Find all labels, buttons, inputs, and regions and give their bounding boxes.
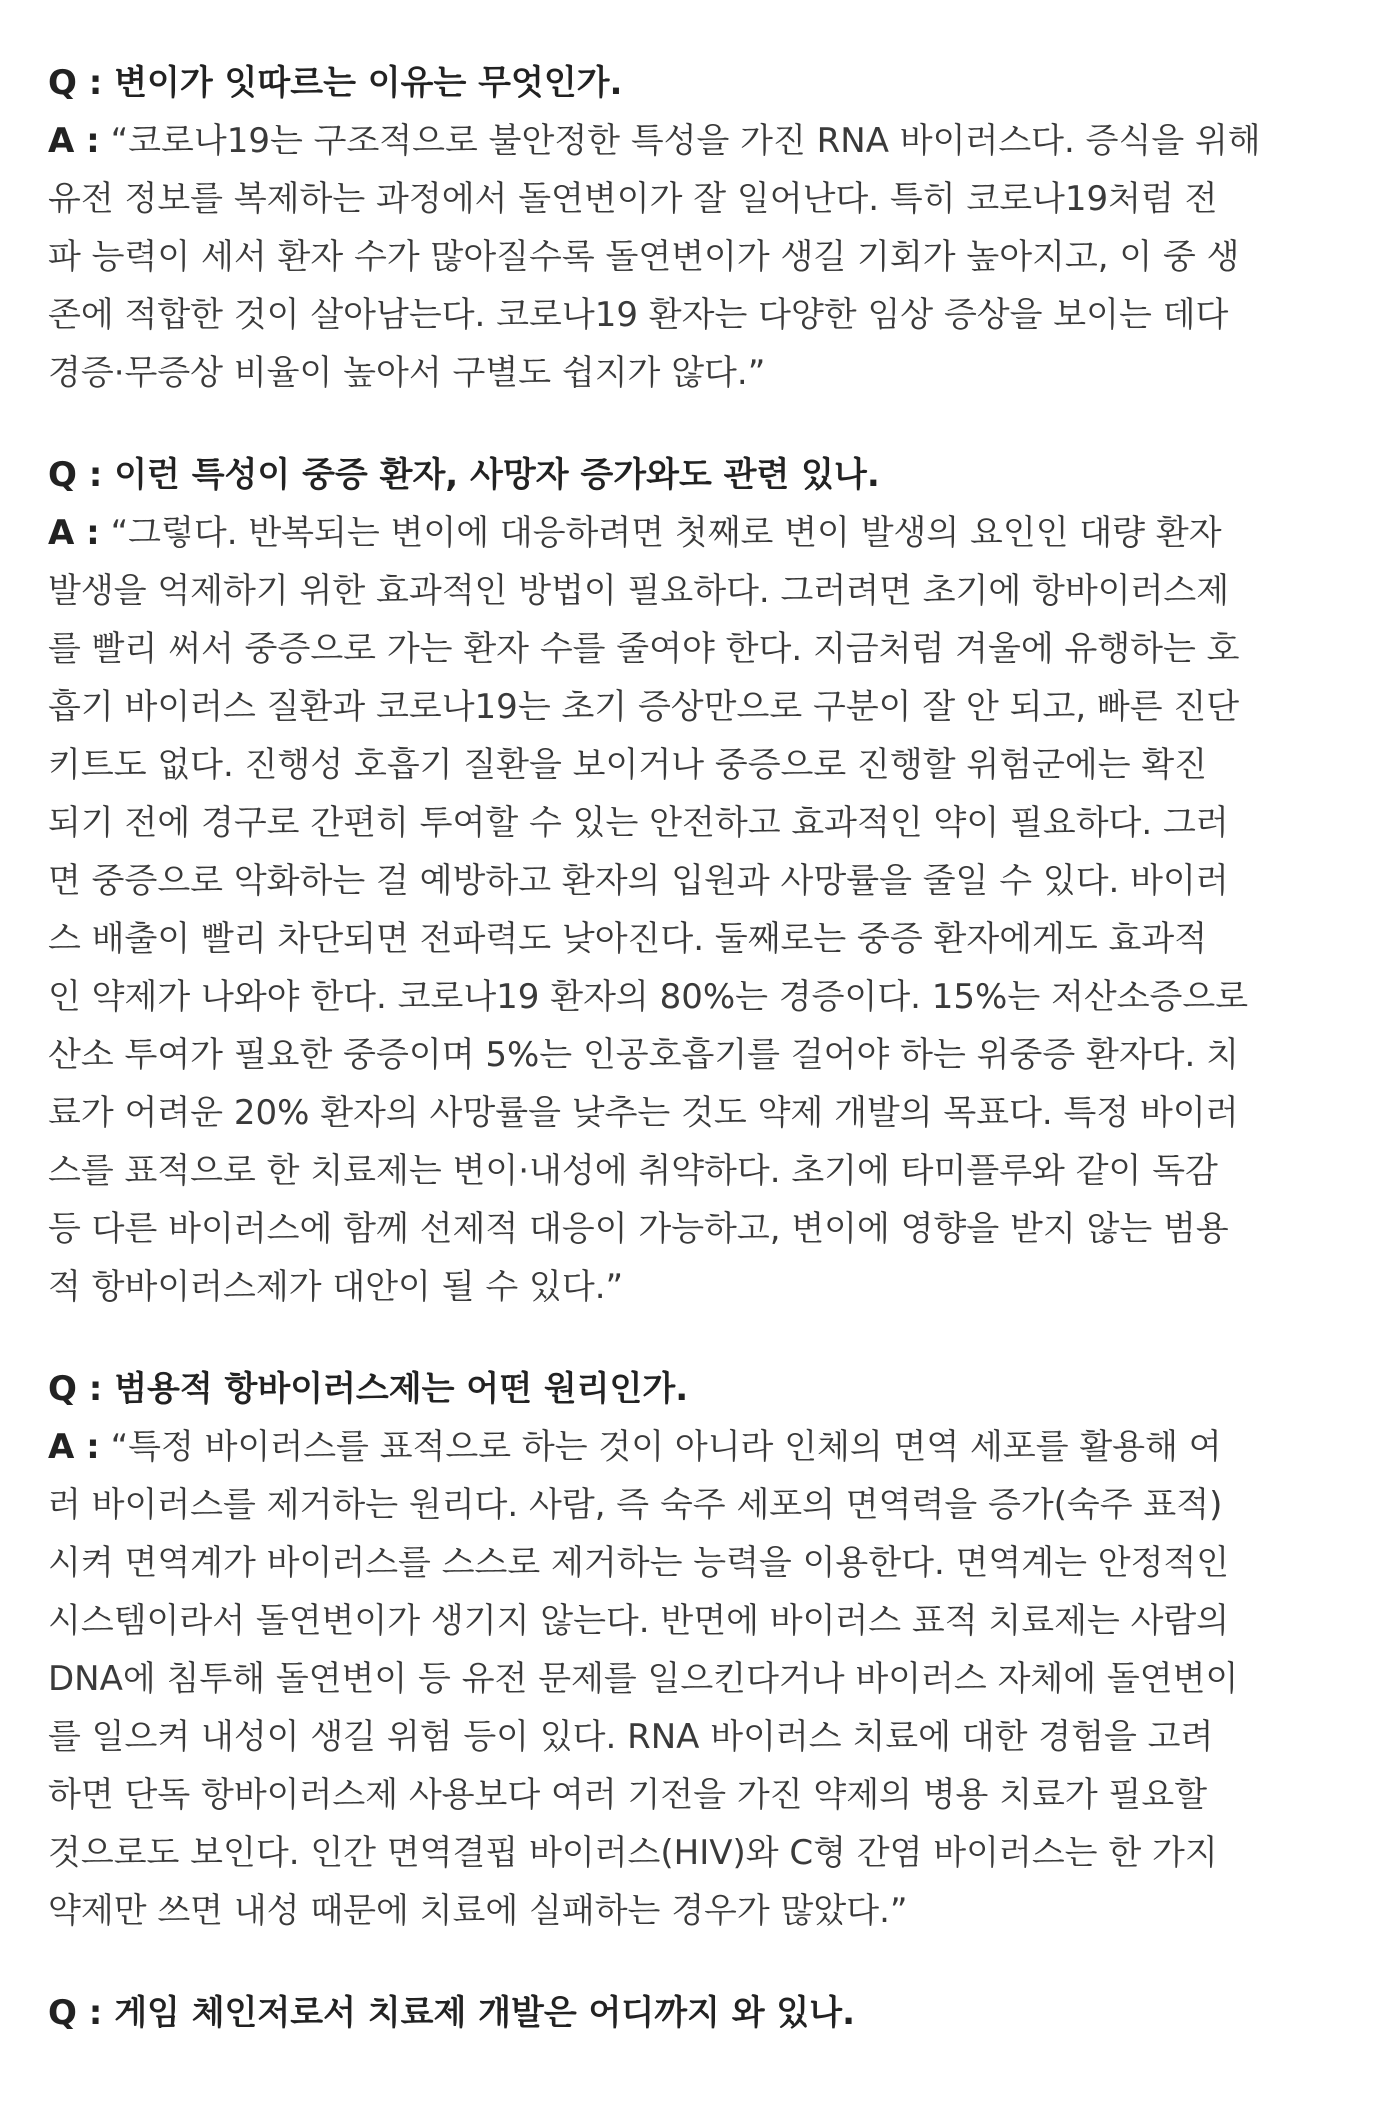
answer-line: 료가 어려운 20% 환자의 사망률을 낮추는 것도 약제 개발의 목표다. 특정 바이러 bbox=[48, 1093, 1239, 1133]
qa-block-4 bbox=[48, 1984, 1366, 2042]
answer-label: A : bbox=[48, 1427, 100, 1467]
answer-line: 스를 표적으로 한 치료제는 변이·내성에 취약하다. 초기에 타미플루와 같이 독감 bbox=[48, 1151, 1218, 1191]
answer-line: 흡기 바이러스 질환과 코로나19는 초기 증상만으로 구분이 잘 안 되고, 빠른 진단 bbox=[48, 687, 1240, 727]
question-label: Q : bbox=[48, 63, 103, 103]
answer-line: 약제만 쓰면 내성 때문에 치료에 실패하는 경우가 많았다.” bbox=[48, 1891, 908, 1931]
answer-line: 적 항바이러스제가 대안이 될 수 있다.” bbox=[48, 1267, 624, 1307]
question-text: 변이가 잇따르는 이유는 무엇인가. bbox=[114, 63, 623, 103]
answer-line: 존에 적합한 것이 살아남는다. 코로나19 환자는 다양한 임상 증상을 보이는 데다 bbox=[48, 295, 1229, 335]
answer-text: “그렇다. 반복되는 변이에 대응하려면 첫째로 변이 발생의 요인인 대량 환자 bbox=[110, 513, 1222, 553]
question-text: 게임 체인저로서 치료제 개발은 어디까지 와 있나. bbox=[114, 1993, 856, 2033]
answer-line: 스 배출이 빨리 차단되면 전파력도 낮아진다. 둘째로는 중증 환자에게도 효과적 bbox=[48, 919, 1208, 959]
answer-line bbox=[48, 1418, 1366, 1476]
answer-line bbox=[48, 112, 1366, 170]
answer-line: 키트도 없다. 진행성 호흡기 질환을 보이거나 중증으로 진행할 위험군에는 확진 bbox=[48, 745, 1208, 785]
answer-line: 시켜 면역계가 바이러스를 스스로 제거하는 능력을 이용한다. 면역계는 안정적인 bbox=[48, 1543, 1230, 1583]
answer-line: 시스템이라서 돌연변이가 생기지 않는다. 반면에 바이러스 표적 치료제는 사람의 bbox=[48, 1601, 1230, 1641]
answer-line: 하면 단독 항바이러스제 사용보다 여러 기전을 가진 약제의 병용 치료가 필요할 bbox=[48, 1775, 1208, 1815]
answer-line: 등 다른 바이러스에 함께 선제적 대응이 가능하고, 변이에 영향을 받지 않는 범용 bbox=[48, 1209, 1229, 1249]
answer-line: 면 중증으로 악화하는 걸 예방하고 환자의 입원과 사망률을 줄일 수 있다. 바이러 bbox=[48, 861, 1229, 901]
question-2 bbox=[48, 446, 1366, 504]
question-label: Q : bbox=[48, 455, 103, 495]
answer-text: “특정 바이러스를 표적으로 하는 것이 아니라 인체의 면역 세포를 활용해 여 bbox=[110, 1427, 1222, 1467]
qa-block-3 bbox=[48, 1360, 1366, 1940]
answer-1 bbox=[48, 112, 1366, 402]
answer-line: 러 바이러스를 제거하는 원리다. 사람, 즉 숙주 세포의 면역력을 증가(숙주 표적) bbox=[48, 1485, 1223, 1525]
answer-3 bbox=[48, 1418, 1366, 1940]
answer-line bbox=[48, 504, 1366, 562]
answer-line: 를 빨리 써서 중증으로 가는 환자 수를 줄여야 한다. 지금처럼 겨울에 유행하는 호 bbox=[48, 629, 1240, 669]
answer-line: 경증·무증상 비율이 높아서 구별도 쉽지가 않다.” bbox=[48, 353, 766, 393]
answer-line: 발생을 억제하기 위한 효과적인 방법이 필요하다. 그러려면 초기에 항바이러스제 bbox=[48, 571, 1230, 611]
answer-line: 되기 전에 경구로 간편히 투여할 수 있는 안전하고 효과적인 약이 필요하다. 그러 bbox=[48, 803, 1229, 843]
question-text: 범용적 항바이러스제는 어떤 원리인가. bbox=[114, 1369, 689, 1409]
answer-line: DNA에 침투해 돌연변이 등 유전 문제를 일으킨다거나 바이러스 자체에 돌연변이 bbox=[48, 1659, 1239, 1699]
qa-block-1 bbox=[48, 54, 1366, 402]
question-label: Q : bbox=[48, 1369, 103, 1409]
question-3 bbox=[48, 1360, 1366, 1418]
answer-line: 산소 투여가 필요한 중증이며 5%는 인공호흡기를 걸어야 하는 위중증 환자다. 치 bbox=[48, 1035, 1239, 1075]
answer-label: A : bbox=[48, 121, 100, 161]
question-text: 이런 특성이 중증 환자, 사망자 증가와도 관련 있나. bbox=[114, 455, 880, 495]
answer-line: 것으로도 보인다. 인간 면역결핍 바이러스(HIV)와 C형 간염 바이러스는 한 가지 bbox=[48, 1833, 1218, 1873]
question-4 bbox=[48, 1984, 1366, 2042]
question-1 bbox=[48, 54, 1366, 112]
answer-line: 파 능력이 세서 환자 수가 많아질수록 돌연변이가 생길 기회가 높아지고, 이 중 생 bbox=[48, 237, 1240, 277]
answer-line: 유전 정보를 복제하는 과정에서 돌연변이가 잘 일어난다. 특히 코로나19처럼 전 bbox=[48, 179, 1218, 219]
qa-block-2 bbox=[48, 446, 1366, 1316]
answer-line: 인 약제가 나와야 한다. 코로나19 환자의 80%는 경증이다. 15%는 저산소증으로 bbox=[48, 977, 1249, 1017]
answer-label: A : bbox=[48, 513, 100, 553]
question-label: Q : bbox=[48, 1993, 103, 2033]
answer-text: “코로나19는 구조적으로 불안정한 특성을 가진 RNA 바이러스다. 증식을 위해 bbox=[110, 121, 1261, 161]
answer-line: 를 일으켜 내성이 생길 위험 등이 있다. RNA 바이러스 치료에 대한 경험을 고려 bbox=[48, 1717, 1214, 1757]
answer-2 bbox=[48, 504, 1366, 1316]
